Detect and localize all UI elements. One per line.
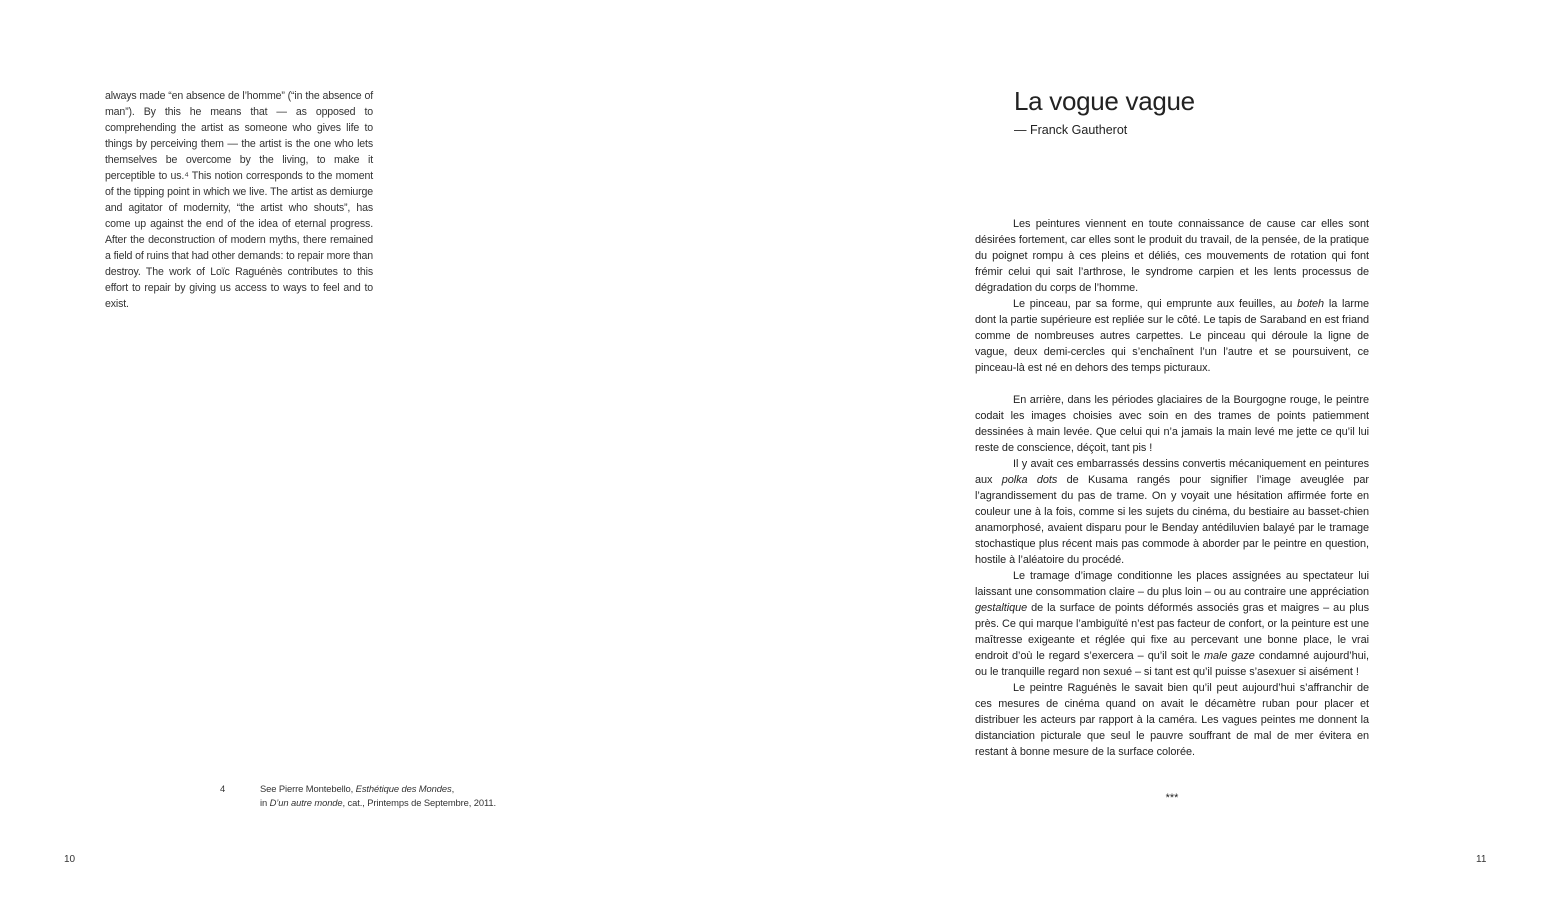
page-number-left: 10 (64, 854, 76, 865)
essay-paragraph-1: Les peintures viennent en toute connaissance de cause car elles sont désirées fortement, car elles sont le produit du travail, de la pensée, de la pratique du poignet rompu à ces pleins et déliés, ces mouvements de rotation qui font frémir celui qui sait l’arthrose, le syndrome carpien et les lents processus de dégradation du corps de l’homme. (975, 218, 1369, 294)
essay-paragraph-3: En arrière, dans les périodes glaciaires de la Bourgogne rouge, le peintre codait les images choisies avec soin en des trames de points patiemment dessinées à main levée. Que celui qui n’a jamais la main levé me jette ce qu’il lui reste de conscience, déçoit, tant pis ! (975, 394, 1369, 454)
footnote-catalogue-title: D’un autre monde (269, 797, 343, 808)
left-page-body-text: always made “en absence de l’homme” (“in the absence of man”). By this he means that — as opposed to comprehending the artist as someone who gives life to things by perceiving them — the artist is the one who lets themselves be overcome by the living, to make it perceptible to us.⁴ This notion corresponds to the moment of the tipping point in which we live. The artist as demiurge and agitator of modernity, “the artist who shouts”, has come up against the end of the idea of eternal progress. After the deconstruction of modern myths, there remained a field of ruins that had other demands: to repair more than destroy. The work of Loïc Raguénès contributes to this effort to repair by giving us access to ways to feel and to exist. (105, 90, 373, 310)
footnote-text (260, 782, 520, 810)
essay-paragraph-6: Le peintre Raguénès le savait bien qu’il peut aujourd’hui s’affranchir de ces mesures de cinéma quand on avait le décamètre ruban pour placer et distribuer les acteurs par rapport à la caméra. Les vagues peintes me donnent la distanciation picturale que seul le pauvre souffrant de mal de mer évitera en restant à bonne mesure de la surface colorée. (975, 682, 1369, 758)
paragraph-gap (975, 376, 1369, 392)
footnote-number: 4 (220, 783, 226, 794)
footnote-line-1: See Pierre Montebello, Esthétique des Mondes, (260, 783, 455, 794)
essay-paragraph-4: Il y avait ces embarrassés dessins convertis mécaniquement en peintures aux polka dots de Kusama rangés pour signifier l’image aveuglée par l’agrandissement du pas de trame. On y voyait une hésitation affirmée forte en couleur une à la fois, comme si les sujets du cinéma, du bestiaire au basset-chien anamorphosé, avaient disparu pour le Benday antédiluvien balayé par le tramage stochastique plus récent mais pas commode à aborder par le peintre en question, hostile à l’aléatoire du procédé. (975, 458, 1369, 566)
essay-body (975, 216, 1369, 760)
essay-byline: — Franck Gautherot (1014, 123, 1128, 137)
footnote-line-2: in D’un autre monde, cat., Printemps de Septembre, 2011. (260, 797, 497, 808)
essay-paragraph-5: Le tramage d’image conditionne les places assignées au spectateur lui laissant une consommation claire – du plus loin – ou au contraire une appréciation gestaltique de la surface de points déformés associés gras et maigres – au plus près. Ce qui marque l’ambiguïté n’est pas facteur de confort, or la peinture est une maîtresse exigeante et réglée qui fixe au percevant une bonne place, le vrai endroit d’où le regard s’exercera – qu’il soit le male gaze condamné aujourd’hui, ou le tranquille regard non sexué – si tant est qu’il puisse s’asexuer si aisément ! (975, 570, 1369, 678)
essay-paragraph-2: Le pinceau, par sa forme, qui emprunte aux feuilles, au boteh la larme dont la partie supérieure est repliée sur le côté. Le tapis de Saraband en est friand comme de nombreuses autres carpettes. Le pinceau qui déroule la ligne de vague, deux demi-cercles qui s’enchaînent l’un l’autre et se poursuivent, ce pinceau-là est né en dehors des temps picturaux. (975, 298, 1370, 374)
page-number-right: 11 (1476, 854, 1487, 865)
footnote-book-title: Esthétique des Mondes (355, 783, 452, 794)
essay-title: La vogue vague (1014, 86, 1195, 116)
footnote (220, 782, 520, 810)
section-separator: *** (1165, 792, 1179, 804)
